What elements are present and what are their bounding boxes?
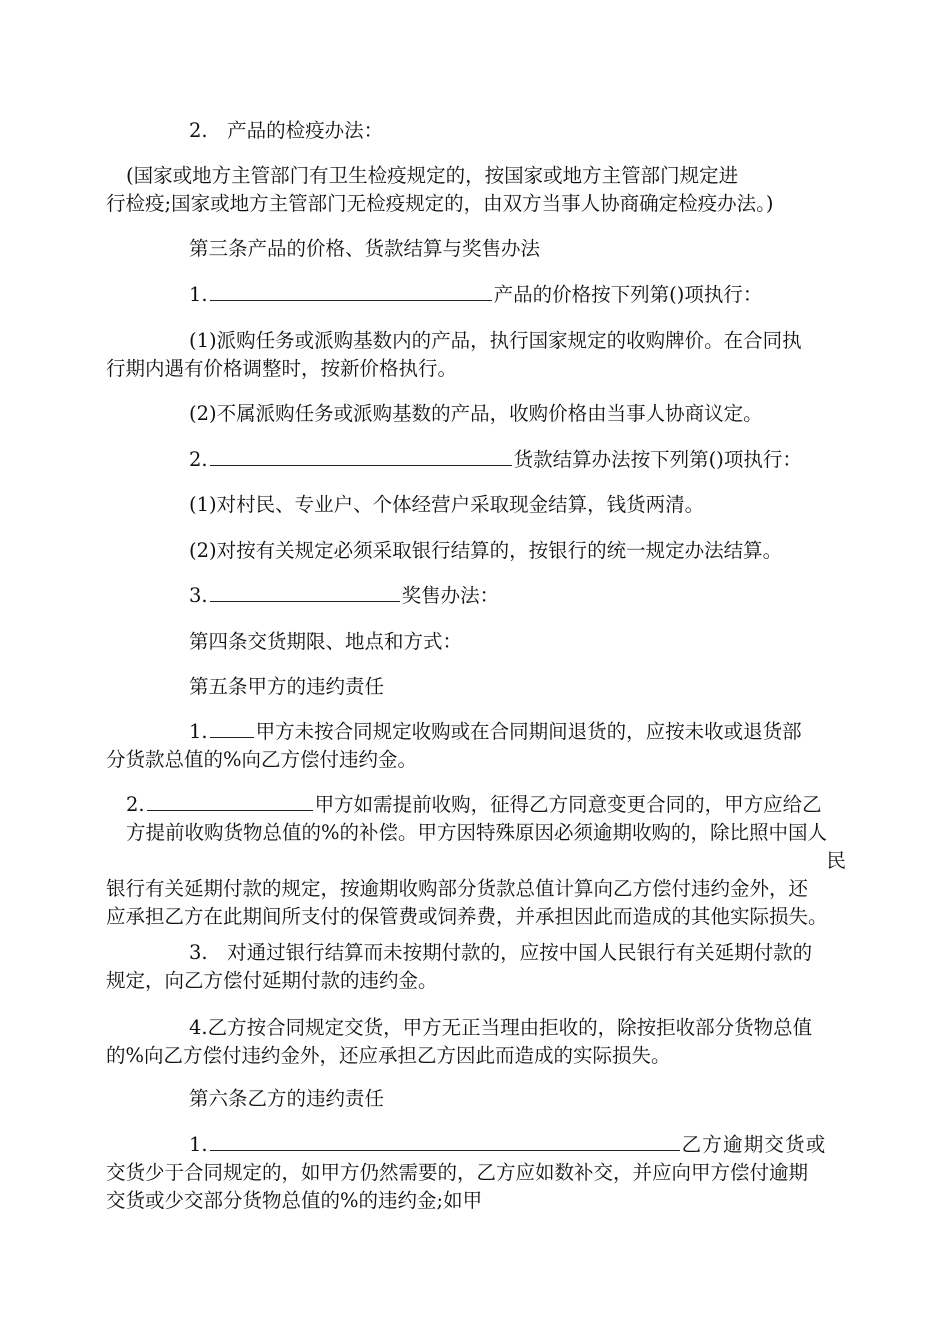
text-line: (1)派购任务或派购基数内的产品，执行国家规定的收购牌价。在合同执 [189, 329, 802, 352]
text-line: 2. 产品的检疫办法： [189, 119, 384, 142]
article-four-heading [106, 628, 846, 656]
text-line: 行检疫;国家或地方主管部门无检疫规定的，由双方当事人协商确定检疫办法。) [106, 192, 774, 215]
text-line: 方提前收购货物总值的%的补偿。甲方因特殊原因必须逾期收购的，除比照中国人 [126, 821, 828, 844]
article-three-heading [106, 235, 846, 263]
heading-text: 第六条乙方的违约责任 [189, 1087, 385, 1110]
text-line: 4.乙方按合同规定交货，甲方无正当理由拒收的，除按拒收部分货物总值 [189, 1016, 813, 1039]
clause-text: 奖售办法： [401, 584, 500, 607]
fill-in-blank[interactable] [210, 282, 492, 301]
text-line: 行期内遇有价格调整时，按新价格执行。 [106, 357, 458, 380]
paragraph-price-option-2 [106, 400, 846, 428]
text-line: 交货或少交部分货物总值的%的违约金;如甲 [106, 1189, 483, 1212]
text-line [106, 582, 846, 610]
heading-text: 第五条甲方的违约责任 [189, 675, 385, 698]
paragraph-quarantine-rule [106, 162, 846, 218]
clause-text: 货款结算办法按下列第()项执行： [513, 448, 802, 471]
clause-text: 产品的价格按下列第()项执行： [493, 283, 763, 306]
paragraph-price-clause [106, 281, 846, 309]
text-line: 民 [826, 849, 846, 872]
heading-text: 第四条交货期限、地点和方式： [189, 630, 463, 653]
fill-in-blank[interactable] [210, 447, 512, 466]
text-line: 分货款总值的%向乙方偿付违约金。 [106, 748, 418, 771]
paragraph-party-b-liability-1 [106, 1131, 846, 1215]
item-number: 1. [189, 1133, 208, 1156]
fill-in-blank[interactable] [210, 1132, 680, 1151]
item-number: 1. [189, 720, 208, 743]
text-line [106, 446, 846, 474]
paragraph-payment-option-2 [106, 537, 846, 565]
paragraph-price-option-1 [106, 327, 846, 383]
text-line: (2)不属派购任务或派购基数的产品，收购价格由当事人协商议定。 [189, 402, 763, 425]
paragraph-party-a-liability-4 [106, 1014, 846, 1070]
text-line: 的%向乙方偿付违约金外，还应承担乙方因此而造成的实际损失。 [106, 1044, 671, 1067]
paragraph-quarantine-title [106, 117, 846, 145]
paragraph-payment-clause [106, 446, 846, 474]
text-line: 银行有关延期付款的规定，按逾期收购部分货款总值计算向乙方偿付违约金外，还 [106, 877, 809, 900]
clause-text: 乙方逾期交货或 [681, 1133, 827, 1156]
paragraph-party-a-liability-2 [106, 791, 846, 931]
clause-text: 甲方未按合同规定收购或在合同期间退货的，应按未收或退货部 [255, 720, 802, 743]
text-line: (1)对村民、专业户、个体经营户采取现金结算，钱货两清。 [189, 493, 705, 516]
paragraph-payment-option-1 [106, 491, 846, 519]
paragraph-reward-clause [106, 582, 846, 610]
text-line: 规定，向乙方偿付延期付款的违约金。 [106, 969, 438, 992]
fill-in-blank[interactable] [147, 792, 313, 811]
text-line: (国家或地方主管部门有卫生检疫规定的，按国家或地方主管部门规定进 [126, 164, 739, 187]
item-number: 2. [189, 448, 208, 471]
item-number: 3. [189, 584, 208, 607]
fill-in-blank[interactable] [210, 719, 254, 738]
clause-text: 甲方如需提前收购，征得乙方同意变更合同的，甲方应给乙 [314, 793, 822, 816]
text-line [106, 791, 846, 819]
text-line [106, 281, 846, 309]
fill-in-blank[interactable] [210, 583, 400, 602]
paragraph-party-a-liability-1 [106, 718, 846, 774]
text-line: 应承担乙方在此期间所支付的保管费或饲养费，并承担因此而造成的其他实际损失。 [106, 905, 828, 928]
text-line: 3. 对通过银行结算而未按期付款的，应按中国人民银行有关延期付款的 [189, 941, 813, 964]
text-line: 交货少于合同规定的，如甲方仍然需要的，乙方应如数补交，并应向甲方偿付逾期 [106, 1161, 809, 1184]
text-line [106, 1131, 846, 1159]
item-number: 2. [126, 793, 145, 816]
item-number: 1. [189, 283, 208, 306]
text-line [106, 718, 846, 746]
paragraph-party-a-liability-3 [106, 939, 846, 995]
article-six-heading [106, 1085, 846, 1113]
article-five-heading [106, 673, 846, 701]
heading-text: 第三条产品的价格、货款结算与奖售办法 [189, 237, 541, 260]
text-line: (2)对按有关规定必须采取银行结算的，按银行的统一规定办法结算。 [189, 539, 783, 562]
